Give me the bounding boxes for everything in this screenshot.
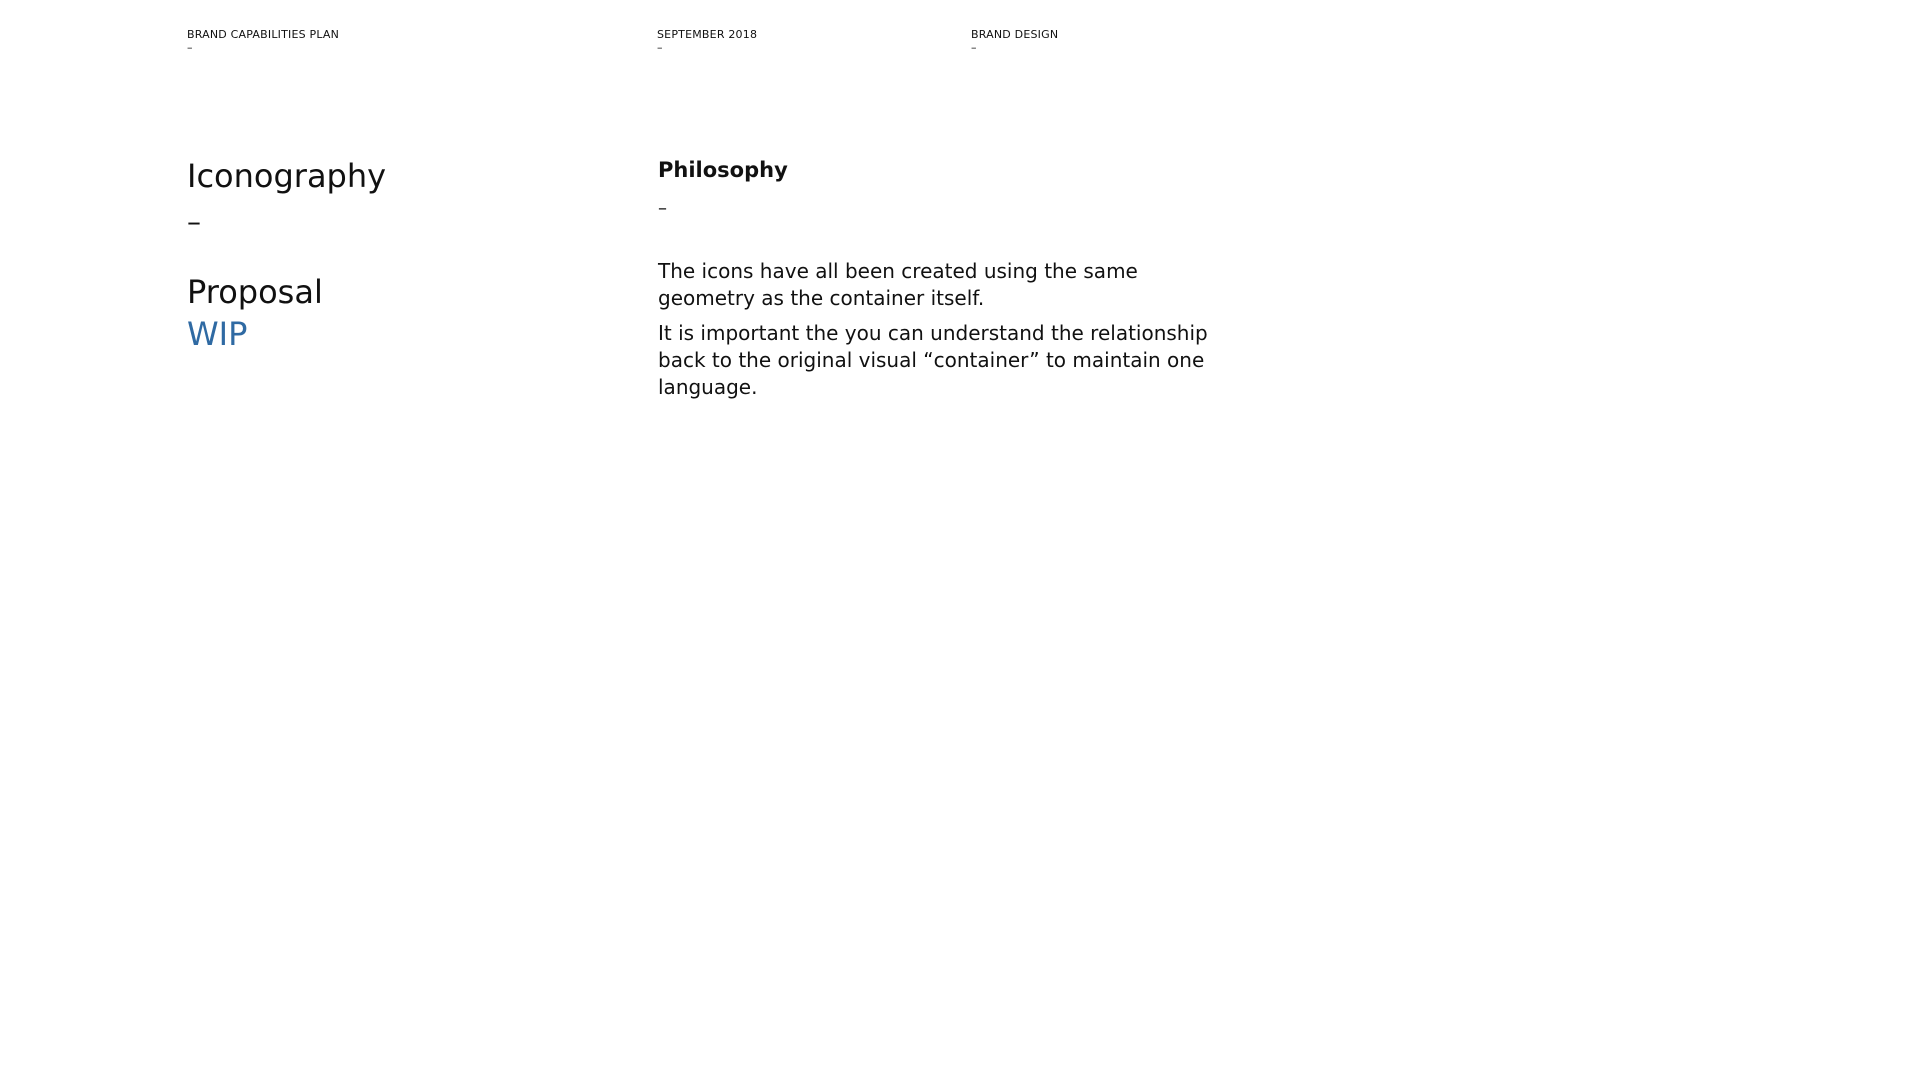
meta-document-title <box>187 28 339 54</box>
right-column <box>658 156 1218 401</box>
meta-date <box>657 28 757 54</box>
meta-document-title-dash: – <box>187 41 193 54</box>
page-subtitle: Proposal <box>187 273 323 311</box>
left-column <box>187 156 607 354</box>
section-heading: Philosophy <box>658 158 788 182</box>
page-title: Iconography <box>187 157 387 195</box>
section-dash: – <box>658 198 667 219</box>
title-dash: – <box>187 205 201 238</box>
meta-department <box>971 28 1058 54</box>
meta-department-label: BRAND DESIGN <box>971 28 1059 41</box>
body-paragraph-2: It is important the you can understand the relationship back to the original visual “container” to maintain one language. <box>658 321 1208 399</box>
body-paragraph-1: The icons have all been created using the same geometry as the container itself. <box>658 259 1138 310</box>
meta-department-dash: – <box>971 41 977 54</box>
meta-document-title-label: BRAND CAPABILITIES PLAN <box>187 28 340 41</box>
meta-date-dash: – <box>657 41 663 54</box>
status-label: WIP <box>187 315 248 353</box>
meta-date-label: SEPTEMBER 2018 <box>657 28 758 41</box>
